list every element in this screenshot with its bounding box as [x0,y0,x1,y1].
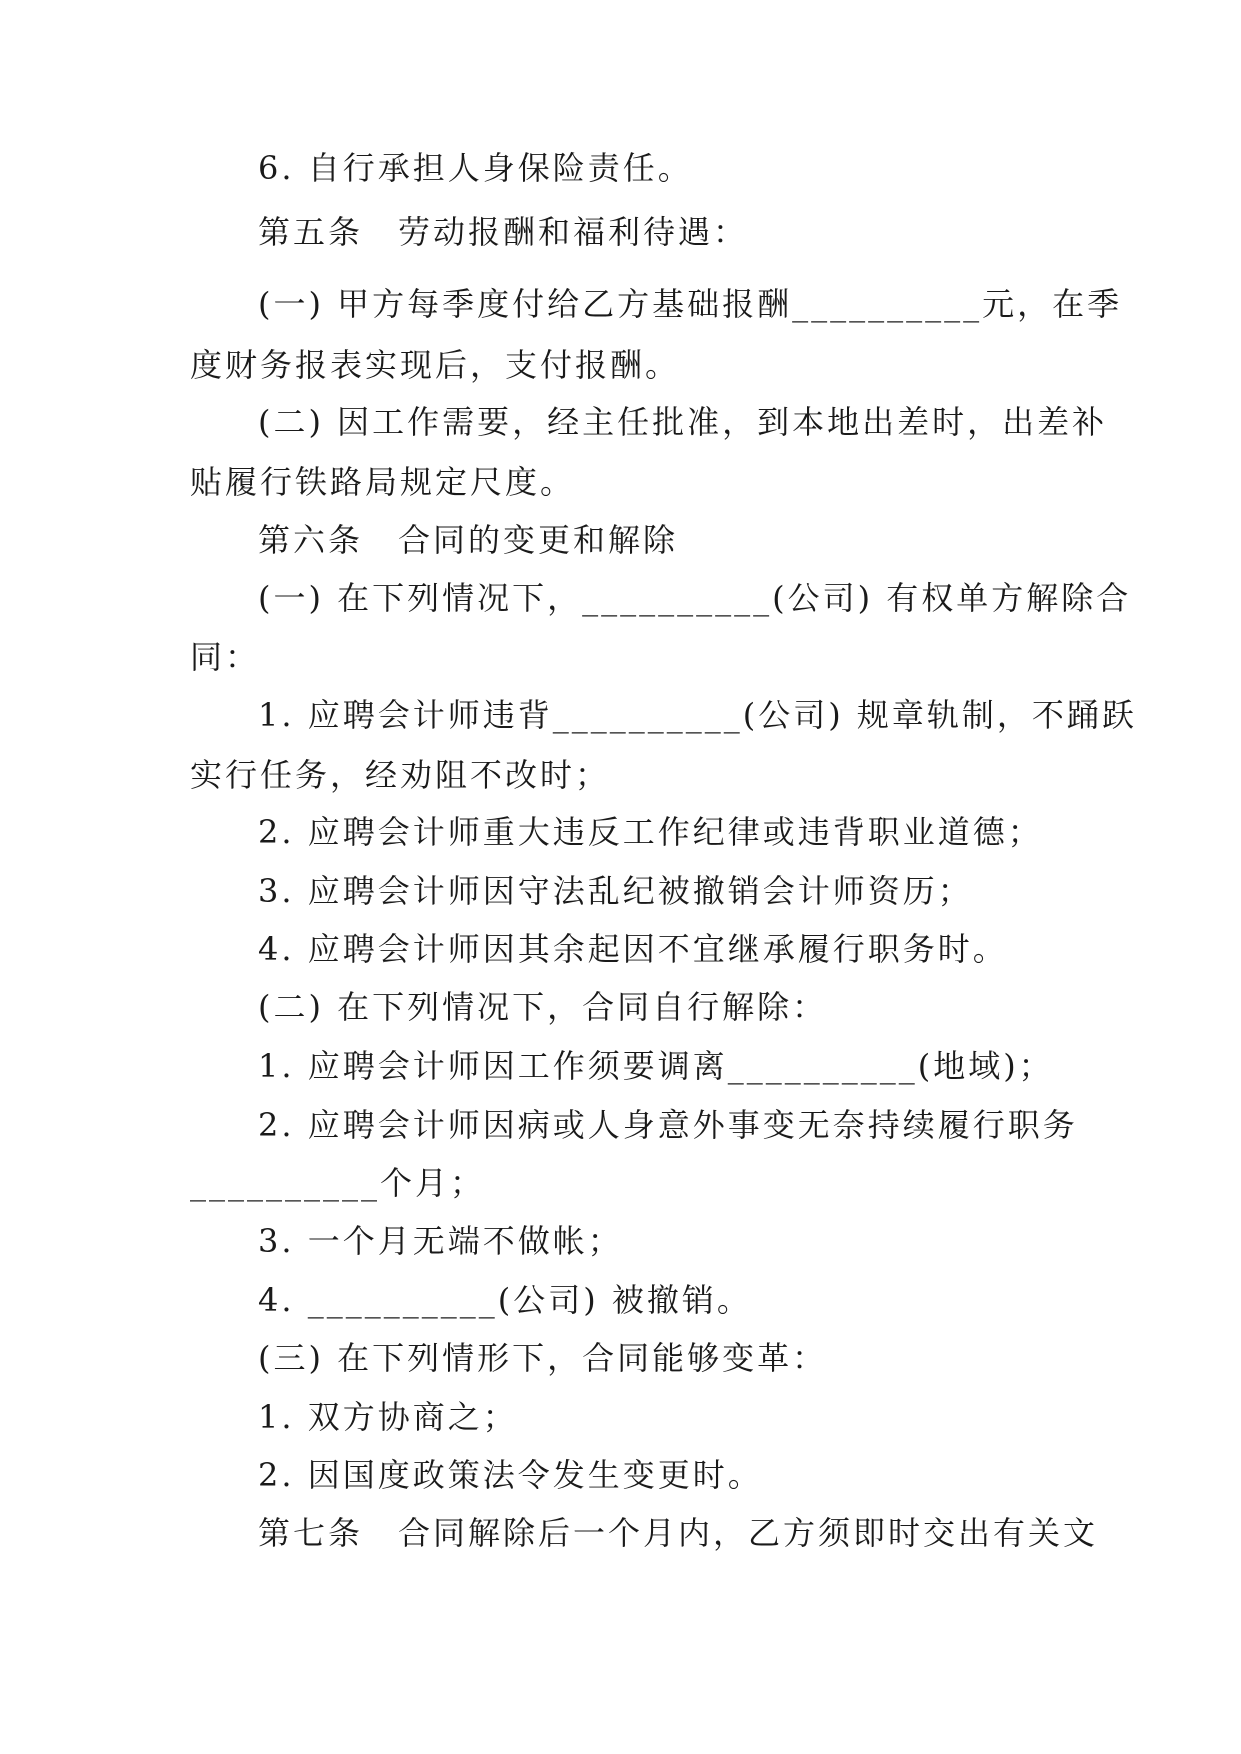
article-6-clause-2: (二) 在下列情况下，合同自行解除： [258,988,828,1026]
article-5-heading: 第五条 劳动报酬和福利待遇： [258,213,749,251]
article-6-clause-2-item-4: 4. __________(公司) 被撤销。 [258,1281,752,1319]
article-6-clause-2-item-1: 1. 应聘会计师因工作须要调离__________(地域)； [258,1047,1054,1085]
article-6-clause-2-item-2-line-1: 2. 应聘会计师因病或人身意外事变无奈持续履行职务 [258,1106,1078,1144]
article-6-clause-2-item-2-line-2: __________个月； [190,1164,486,1202]
article-6-heading: 第六条 合同的变更和解除 [258,521,679,559]
article-7-line-1: 第七条 合同解除后一个月内，乙方须即时交出有关文 [258,1514,1099,1552]
article-5-clause-2-line-1: (二) 因工作需要，经主任批准，到本地出差时，出差补 [258,403,1108,441]
item-6-personal-insurance: 6. 自行承担人身保险责任。 [258,149,693,187]
article-5-clause-1-line-2: 度财务报表实现后，支付报酬。 [190,346,681,384]
article-5-clause-1-line-1: (一) 甲方每季度付给乙方基础报酬__________元，在季 [258,285,1123,323]
article-6-clause-3-item-2: 2. 因国度政策法令发生变更时。 [258,1456,763,1494]
article-6-clause-3-item-1: 1. 双方协商之； [258,1398,518,1436]
article-6-item-1-line-1: 1. 应聘会计师违背__________(公司) 规章轨制，不踊跃 [258,696,1137,734]
article-6-item-2: 2. 应聘会计师重大违反工作纪律或违背职业道德； [258,813,1043,851]
article-6-clause-1-line-2: 同： [190,638,261,676]
article-6-item-1-line-2: 实行任务，经劝阻不改时； [190,756,611,794]
article-6-clause-3: (三) 在下列情形下，合同能够变革： [258,1339,828,1377]
article-6-clause-1-line-1: (一) 在下列情况下，__________(公司) 有权单方解除合 [258,579,1132,617]
article-6-clause-2-item-3: 3. 一个月无端不做帐； [258,1222,623,1260]
article-6-item-3: 3. 应聘会计师因守法乱纪被撤销会计师资历； [258,872,973,910]
article-5-clause-2-line-2: 贴履行铁路局规定尺度。 [190,463,576,501]
article-6-item-4: 4. 应聘会计师因其余起因不宜继承履行职务时。 [258,930,1008,968]
